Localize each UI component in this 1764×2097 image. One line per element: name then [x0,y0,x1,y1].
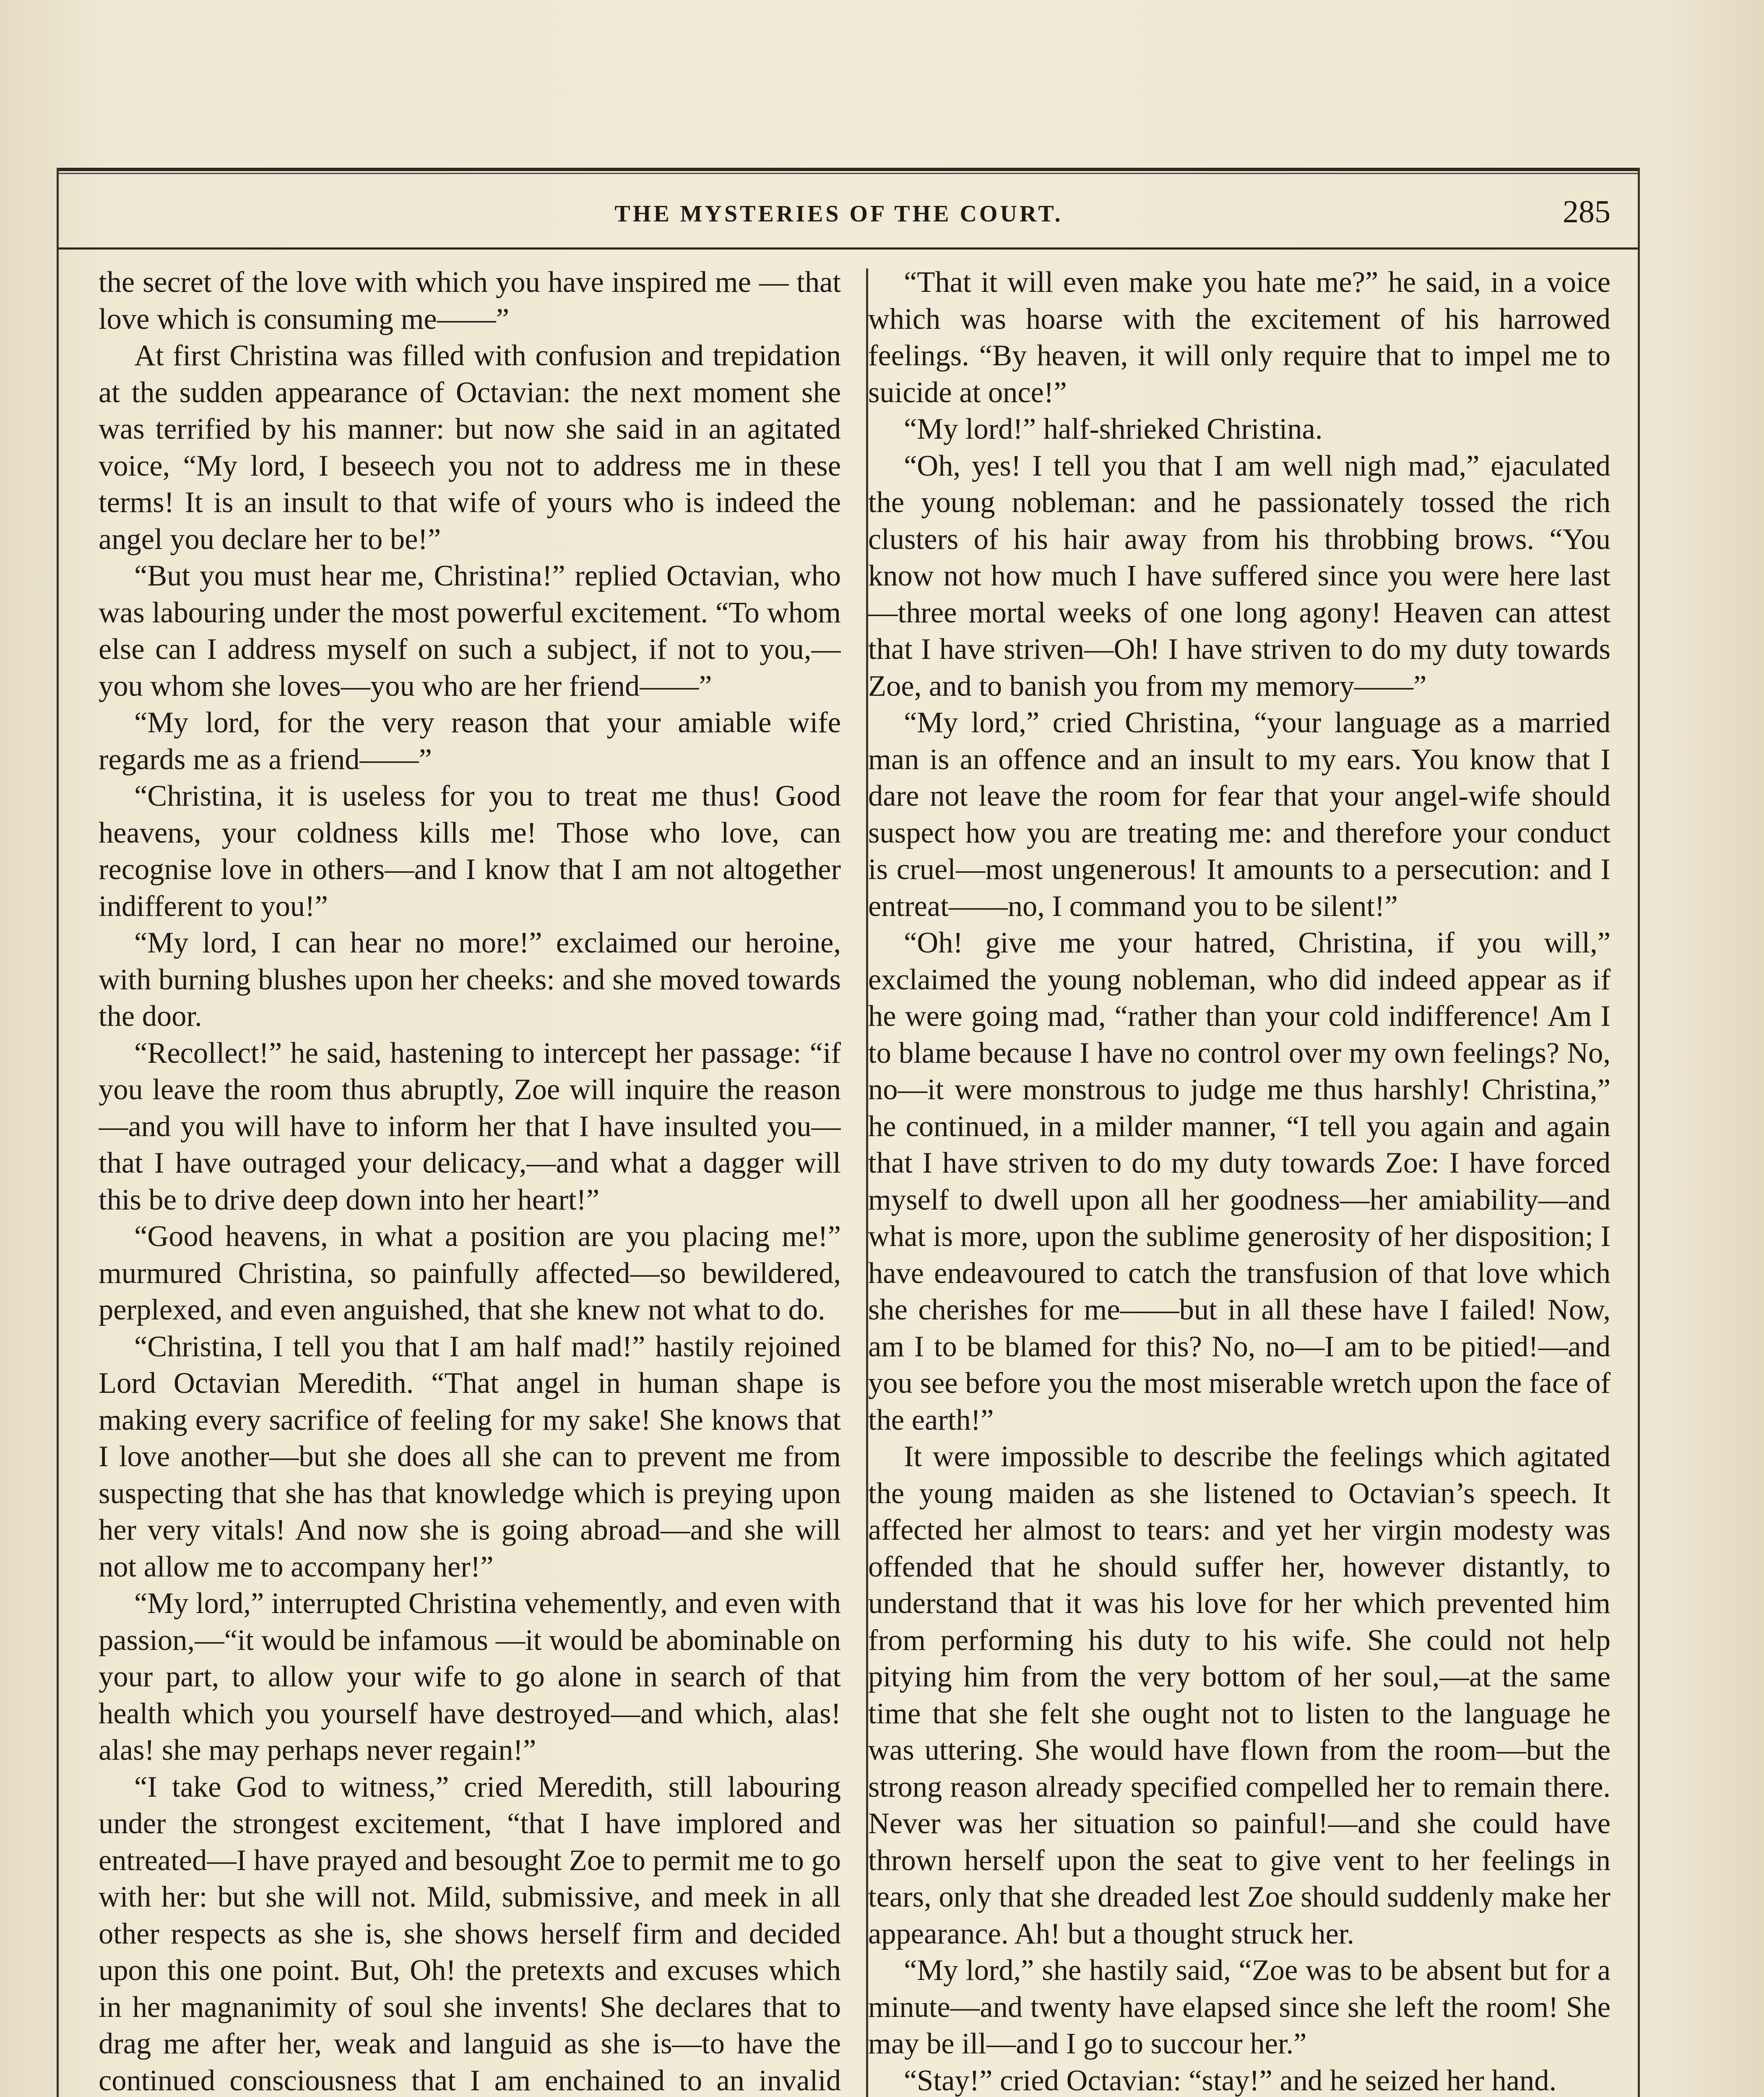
top-border-rule [57,168,1640,171]
paragraph: It were impossible to describe the feelings which agitated the young maiden as she listened to Octavian’s speech. It affected her almost to tears: and yet her virgin modesty was offended that he should suffer her, however distantly, to understand that it was his love for her which prevented him from performing his duty to his wife. She could not help pitying him from the very bottom of her soul,—at the same time that she felt she ought not to listen to the language he was uttering. She would have flown from the room—but the strong reason already specified compelled her to remain there. Never was her situation so painful!—and she could have thrown herself upon the seat to give vent to her feelings in tears, only that she dreaded lest Zoe should suddenly make her appearance. Ah! but a thought struck her. [868,1440,1610,1950]
paragraph: “Christina, it is useless for you to treat me thus! Good heavens, your coldness kills me! Those who love, can recognise love in others—and I know that I am not altogether indifferent to you!” [99,780,841,923]
paragraph: “Oh! give me your hatred, Christina, if you will,” exclaimed the young nobleman, who did indeed appear as if he were going mad, “rather than your cold indifference! Am I to blame because I have no control over my own feelings? No, no—it were monstrous to judge me thus harshly! Christina,” he continued, in a milder manner, “I tell you again and again that I have striven to do my duty towards Zoe: I have forced myself to dwell upon all her goodness—her amiability—and what is more, upon the sublime generosity of her disposition; I have endeavoured to catch the transfusion of that love which she cherishes for me——but in all these have I failed! Now, am I to be blamed for this? No, no—I am to be pitied!—and you see before you the most miserable wretch upon the face of the earth!” [868,926,1610,1436]
paragraph: “My lord,” she hastily said, “Zoe was to be absent but for a minute—and twenty have elapsed since she left the room! She may be ill—and I go to succour her.” [868,1954,1610,2060]
paragraph: “Recollect!” he said, hastening to intercept her passage: “if you leave the room thus abruptly, Zoe will inquire the reason—and you will have to inform her that I have insulted you—that I have outraged your delicacy,—and what a dagger will this be to drive deep down into her heart!” [99,1036,841,1216]
text-column-left [99,264,841,2097]
right-border-rule [1638,168,1640,2097]
paragraph: “That it will even make you hate me?” he said, in a voice which was hoarse with the excitement of his harrowed feelings. “By heaven, it will only require that to impel me to suicide at once!” [868,266,1610,409]
top-border-inner-rule [57,173,1640,174]
text-column-right [868,264,1610,2097]
running-title: THE MYSTERIES OF THE COURT. [614,201,1063,227]
paragraph: “My lord,” cried Christina, “your language as a married man is an offence and an insult to my ears. You know that I dare not leave the room for fear that your angel-wife should suspect how you are treating me: and therefore your conduct is cruel—most ungenerous! It amounts to a persecution: and I entreat——no, I command you to be silent!” [868,706,1610,923]
paragraph: “Christina, I tell you that I am half mad!” hastily rejoined Lord Octavian Meredith. “That angel in human shape is making every sacrifice of feeling for my sake! She knows that I love another—but she does all she can to prevent me from suspecting that she has that knowledge which is preying upon her very vitals! And now she is going abroad—and she will not allow me to accompany her!” [99,1330,841,1583]
paragraph: “But you must hear me, Christina!” replied Octavian, who was labouring under the most powerful excitement. “To whom else can I address myself on such a subject, if not to you,—you whom she loves—you who are her friend——” [99,559,841,702]
header-rule [57,247,1640,250]
paragraph: “Stay!” cried Octavian: “stay!” and he seized her hand. [904,2064,1557,2097]
paragraph: “My lord, for the very reason that your amiable wife regards me as a friend——” [99,706,841,776]
paragraph: At first Christina was filled with confusion and trepidation at the sudden appearance of Octavian: the next moment she was terrified by his manner: but now she said in an agitated voice, “My lord, I beseech you not to address me in these terms! It is an insult to that wife of yours who is indeed the angel you declare her to be!” [99,339,841,556]
page-number: 285 [1563,194,1610,229]
paragraph: “My lord,” interrupted Christina vehemently, and even with passion,—“it would be infamous —it would be abominable on your part, to allow your wife to go alone in search of that health which you yourself have destroyed—and which, alas! alas! she may perhaps never regain!” [99,1587,841,1767]
paragraph: “Good heavens, in what a position are you placing me!” murmured Christina, so painfully affected—so bewildered, perplexed, and even anguished, that she knew not what to do. [99,1220,841,1326]
paragraph: “My lord!” half-shrieked Christina. [904,413,1323,445]
paragraph: “My lord, I can hear no more!” exclaimed our heroine, with burning blushes upon her cheeks: and she moved towards the door. [99,926,841,1033]
paragraph: “I take God to witness,” cried Meredith, still labouring under the strongest excitement, “that I have implored and entreated—I have prayed and besought Zoe to permit me to go with her: but she will not. Mild, submissive, and meek in all other respects as she is, she shows herself firm and decided upon this one point. But, Oh! the pretexts and excuses which in her magnanimity of soul she invents! She declares that to drag me after her, weak and languid as she is—to have the continued consciousness that I am enchained to an invalid [99,1770,841,2097]
left-border-rule [57,168,59,2097]
paragraph: the secret of the love with which you have inspired me — that love which is consuming me——” [99,266,841,336]
paragraph: “Oh, yes! I tell you that I am well nigh mad,” ejaculated the young nobleman: and he passionately tossed the rich clusters of his hair away from his throbbing brows. “You know not how much I have suffered since you were here last—three mortal weeks of one long agony! Heaven can attest that I have striven—Oh! I have striven to do my duty towards Zoe, and to banish you from my memory——” [868,449,1610,702]
